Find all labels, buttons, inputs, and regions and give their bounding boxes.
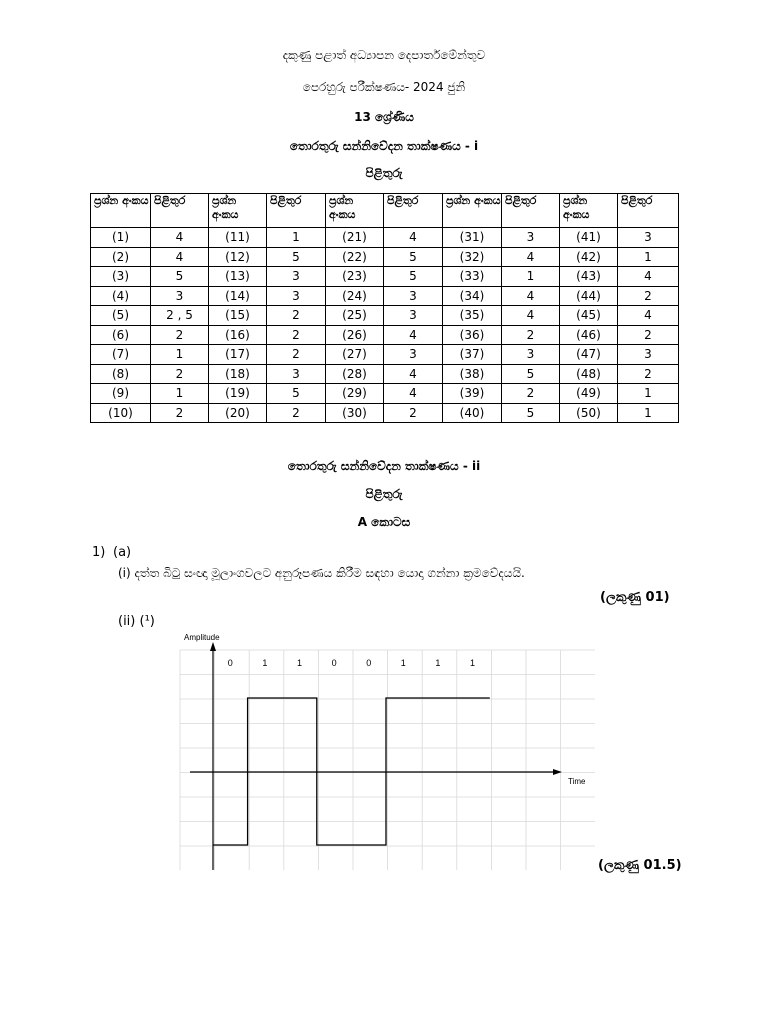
header-cell: ප්‍රශ්න අංකය [326, 194, 384, 228]
answer-cell: 5 [267, 247, 326, 267]
question-number-cell: (34) [443, 286, 502, 306]
answer-table-header-row [91, 194, 679, 228]
question-number-cell: (21) [326, 228, 384, 248]
question-number-cell: (15) [209, 306, 267, 326]
question-number-cell: (46) [560, 325, 618, 345]
question-number-cell: (5) [91, 306, 151, 326]
answer-cell: 1 [618, 247, 679, 267]
header-cell: ප්‍රශ්න අංකය [91, 194, 151, 228]
bit-label: 1 [400, 658, 406, 668]
bit-label: 1 [469, 658, 476, 668]
answer-cell: 2 [618, 325, 679, 345]
question-number-cell: (7) [91, 345, 151, 365]
answer-cell: 4 [502, 306, 560, 326]
question-number-cell: (42) [560, 247, 618, 267]
question-number-cell: (24) [326, 286, 384, 306]
question-number-cell: (43) [560, 267, 618, 287]
table-row [91, 403, 679, 423]
answer-cell: 5 [502, 403, 560, 423]
marks-label-2: (ලකුණු 01.5) [598, 858, 682, 873]
question-number-cell: (4) [91, 286, 151, 306]
x-axis-label: Time [568, 777, 586, 786]
header-cell: ප්‍රශ්න අංකය [560, 194, 618, 228]
question-number-cell: (26) [326, 325, 384, 345]
question-number-cell: (20) [209, 403, 267, 423]
bit-label: 0 [331, 658, 337, 668]
question-number-cell: (40) [443, 403, 502, 423]
answer-cell: 2 [267, 345, 326, 365]
answer-cell: 2 [151, 325, 209, 345]
answer-cell: 2 [267, 403, 326, 423]
y-axis-label: Amplitude [184, 633, 220, 642]
question-number-cell: (30) [326, 403, 384, 423]
answer-cell: 4 [151, 247, 209, 267]
header-cell: ප්‍රශ්න අංකය [209, 194, 267, 228]
answer-cell: 3 [384, 345, 443, 365]
subject-ii-title: තොරතුරු සන්නිවේදන තාක්ෂණය - ii [287, 459, 481, 473]
answer-cell: 3 [384, 306, 443, 326]
bit-label: 1 [262, 658, 268, 668]
question-number-cell: (50) [560, 403, 618, 423]
answer-cell: 3 [618, 345, 679, 365]
question-number-cell: (16) [209, 325, 267, 345]
question-number-cell: (47) [560, 345, 618, 365]
question-number-cell: (11) [209, 228, 267, 248]
answer-cell: 4 [384, 325, 443, 345]
answer-cell: 2 [502, 325, 560, 345]
header-cell: පිළිතුර [502, 194, 560, 228]
question-number-cell: (8) [91, 364, 151, 384]
table-row [91, 286, 679, 306]
question-number-cell: (17) [209, 345, 267, 365]
answer-cell: 5 [384, 247, 443, 267]
question-number-cell: (25) [326, 306, 384, 326]
grade-title: 13 ශ්‍රේණිය [354, 110, 414, 124]
question-number-cell: (31) [443, 228, 502, 248]
answer-cell: 5 [151, 267, 209, 287]
question-number-cell: (37) [443, 345, 502, 365]
answer-cell: 4 [618, 306, 679, 326]
table-row [91, 267, 679, 287]
answer-cell: 4 [502, 247, 560, 267]
answer-cell: 4 [384, 228, 443, 248]
answers-title-i: පිළිතුරු [365, 166, 403, 180]
question-number-cell: (18) [209, 364, 267, 384]
table-row [91, 345, 679, 365]
question-number-cell: (27) [326, 345, 384, 365]
question-number-cell: (13) [209, 267, 267, 287]
answers-title-ii: පිළිතුරු [365, 487, 403, 501]
question-number-cell: (48) [560, 364, 618, 384]
question-number-cell: (6) [91, 325, 151, 345]
header-cell: ප්‍රශ්න අංකය [443, 194, 502, 228]
answer-cell: 3 [618, 228, 679, 248]
answer-cell: 2 [618, 364, 679, 384]
table-row [91, 364, 679, 384]
answer-cell: 2 [618, 286, 679, 306]
question-number-cell: (35) [443, 306, 502, 326]
answer-cell: 1 [502, 267, 560, 287]
answer-cell: 1 [618, 384, 679, 404]
question-number-cell: (28) [326, 364, 384, 384]
question-number-cell: (19) [209, 384, 267, 404]
answer-cell: 5 [502, 364, 560, 384]
answer-cell: 2 [384, 403, 443, 423]
answer-cell: 2 , 5 [151, 306, 209, 326]
answer-cell: 1 [151, 345, 209, 365]
question-number-cell: (10) [91, 403, 151, 423]
bit-label: 1 [435, 658, 441, 668]
question-number-cell: (1) [91, 228, 151, 248]
answer-cell: 4 [502, 286, 560, 306]
answer-cell: 3 [267, 267, 326, 287]
answer-cell: 5 [384, 267, 443, 287]
answer-cell: 2 [267, 306, 326, 326]
answer-cell: 2 [151, 364, 209, 384]
question-1a-ii-label: (ii) (¹) [118, 614, 155, 629]
answer-cell: 1 [267, 228, 326, 248]
answer-cell: 3 [502, 345, 560, 365]
question-1a-i-answer: (i) දත්ත බිටු සංඥා මූලාංගවලට අනුරූපණය කිරීම සඳහා යොදා ගන්නා ක්‍රමවේදයයි. [118, 566, 525, 580]
answer-cell: 3 [502, 228, 560, 248]
answer-table [90, 193, 679, 423]
section-a-title: A කොටස [357, 515, 411, 529]
answer-cell: 2 [502, 384, 560, 404]
bit-label: 1 [296, 658, 303, 668]
table-row [91, 228, 679, 248]
bit-signal-chart [170, 620, 600, 875]
exam-title: පෙරහුරු පරීක්ෂණය- 2024 ජුනි [302, 80, 466, 94]
bit-label: 0 [366, 658, 372, 668]
question-number-cell: (3) [91, 267, 151, 287]
answer-cell: 1 [618, 403, 679, 423]
table-row [91, 384, 679, 404]
table-row [91, 325, 679, 345]
table-row [91, 247, 679, 267]
question-number-cell: (45) [560, 306, 618, 326]
answer-cell: 3 [384, 286, 443, 306]
question-number-cell: (22) [326, 247, 384, 267]
answer-cell: 3 [151, 286, 209, 306]
header-cell: පිළිතුර [384, 194, 443, 228]
marks-label-1: (ලකුණු 01) [600, 590, 670, 605]
question-number-cell: (23) [326, 267, 384, 287]
answer-cell: 4 [384, 364, 443, 384]
question-number-cell: (12) [209, 247, 267, 267]
question-number-cell: (36) [443, 325, 502, 345]
question-number-cell: (39) [443, 384, 502, 404]
department-title: දකුණු පළාත් අධ්‍යාපන දෙපාර්තමේන්තුව [282, 48, 486, 62]
header-cell: පිළිතුර [618, 194, 679, 228]
question-number-cell: (14) [209, 286, 267, 306]
question-1-label: 1) [92, 545, 106, 560]
answer-cell: 2 [151, 403, 209, 423]
table-row [91, 306, 679, 326]
answer-cell: 4 [151, 228, 209, 248]
subject-i-title: තොරතුරු සන්නිවේදන තාක්ෂණය - i [289, 139, 479, 153]
question-number-cell: (2) [91, 247, 151, 267]
question-number-cell: (38) [443, 364, 502, 384]
answer-cell: 5 [267, 384, 326, 404]
question-number-cell: (33) [443, 267, 502, 287]
question-number-cell: (9) [91, 384, 151, 404]
answer-cell: 3 [267, 364, 326, 384]
question-number-cell: (44) [560, 286, 618, 306]
header-cell: පිළිතුර [267, 194, 326, 228]
bit-label: 0 [227, 658, 233, 668]
answer-cell: 3 [267, 286, 326, 306]
question-number-cell: (41) [560, 228, 618, 248]
question-1a-label: (a) [113, 545, 132, 560]
question-number-cell: (49) [560, 384, 618, 404]
answer-cell: 2 [267, 325, 326, 345]
header-cell: පිළිතුර [151, 194, 209, 228]
answer-cell: 4 [384, 384, 443, 404]
y-axis-arrow [210, 642, 216, 651]
answer-cell: 4 [618, 267, 679, 287]
question-number-cell: (32) [443, 247, 502, 267]
chart-grid [180, 650, 595, 870]
question-number-cell: (29) [326, 384, 384, 404]
answer-cell: 1 [151, 384, 209, 404]
